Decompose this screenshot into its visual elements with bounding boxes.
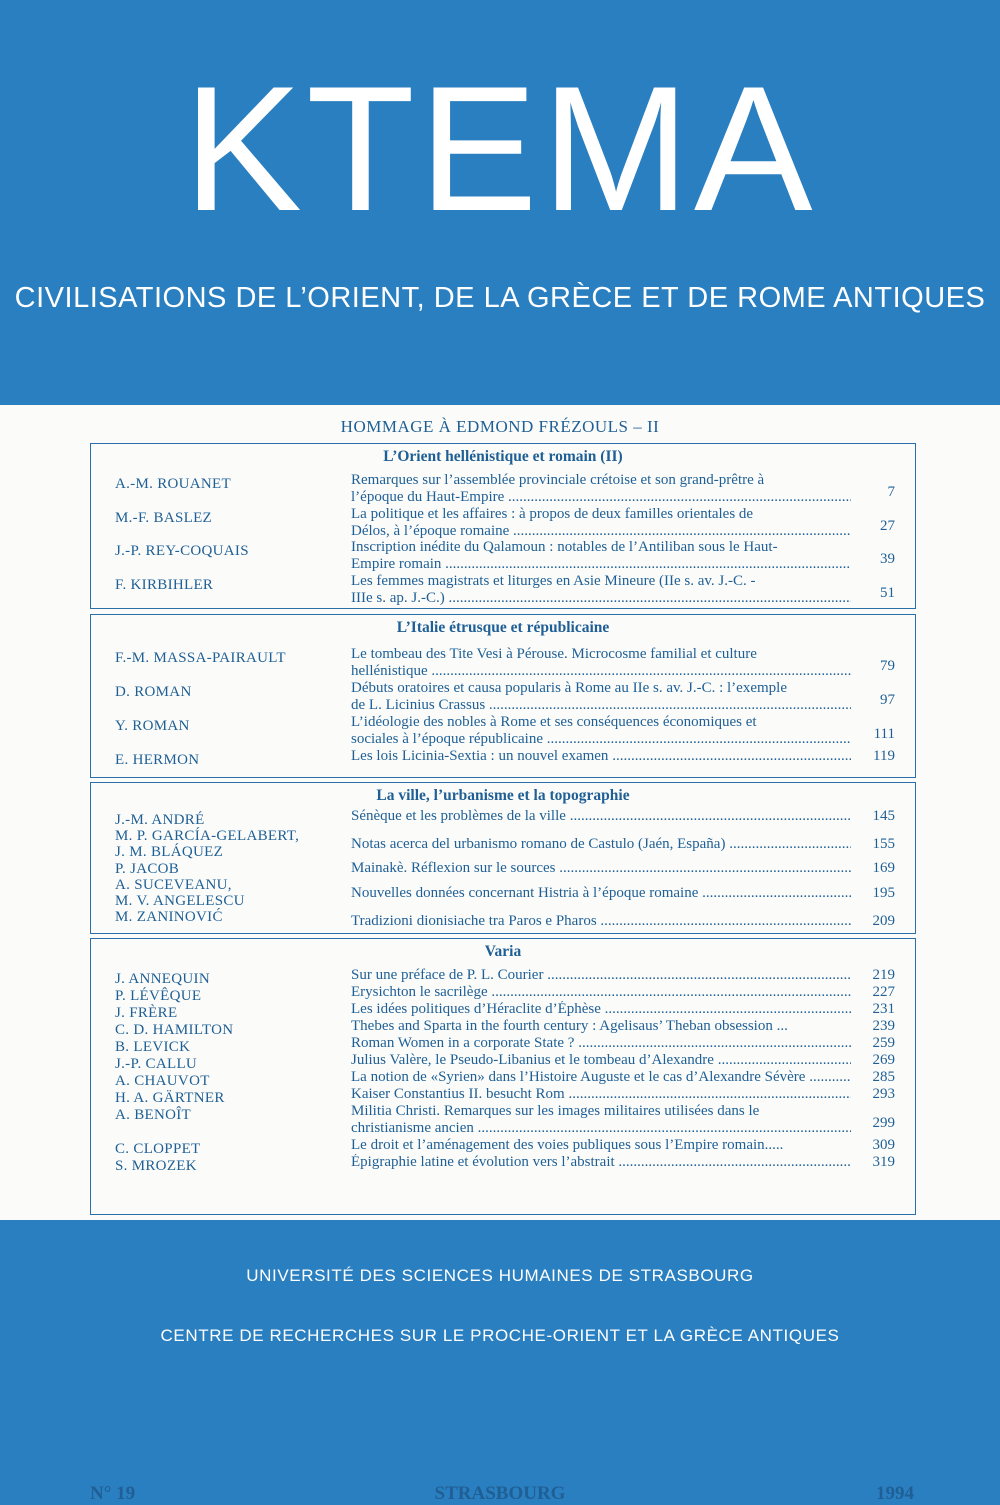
entry-author: J.-P. CALLU	[115, 1056, 198, 1072]
entry-page-number: 79	[880, 658, 895, 674]
entry-article-title	[351, 808, 851, 825]
entry-article-title	[351, 967, 851, 984]
article-title-line: Erysichton le sacrilège .....	[351, 984, 851, 1001]
entry-page-number: 319	[872, 1154, 895, 1170]
research-centre-name: CENTRE DE RECHERCHES SUR LE PROCHE-ORIENT ET LA GRÈCE ANTIQUES	[160, 1326, 840, 1345]
entry-page-number: 111	[873, 726, 895, 742]
article-title-line: Débuts oratoires et causa popularis à Rome au IIe s. av. J.-C. : l’exemple	[351, 680, 787, 696]
entry-author: J.-P. REY-COQUAIS	[115, 543, 249, 559]
entry-page-number: 195	[872, 885, 895, 901]
article-title-line: Les femmes magistrats et liturges en Asie Mineure (IIe s. av. J.-C. -	[351, 573, 756, 589]
entry-page-number: 285	[872, 1069, 895, 1085]
issue-number: N° 19	[90, 1483, 136, 1504]
entry-page-number: 231	[872, 1001, 895, 1017]
entry-article-title	[351, 573, 851, 607]
entry-author: Y. ROMAN	[115, 718, 190, 734]
article-title-line: L’idéologie des nobles à Rome et ses conséquences économiques et	[351, 714, 757, 730]
entry-page-number: 119	[873, 748, 895, 764]
entry-author: A. BENOÎT	[115, 1107, 192, 1123]
entry-page-number: 155	[872, 836, 895, 852]
entry-author: F. KIRBIHLER	[115, 577, 214, 593]
entry-article-title	[351, 748, 851, 765]
article-title-line: La notion de «Syrien» dans l’Histoire Auguste et le cas d’Alexandre Sévère .....	[351, 1069, 851, 1086]
article-title-line: Les lois Licinia-Sextia : un nouvel examen .....	[351, 748, 851, 765]
article-title-line: Inscription inédite du Qalamoun : notables de l’Antiliban sous le Haut-	[351, 539, 778, 555]
entry-author: D. ROMAN	[115, 684, 192, 700]
entry-author: P. JACOB	[115, 861, 180, 877]
section-title: L’Orient hellénistique et romain (II)	[383, 448, 623, 465]
entry-article-title	[351, 1103, 851, 1137]
university-name: UNIVERSITÉ DES SCIENCES HUMAINES DE STRASBOURG	[246, 1266, 754, 1285]
entry-page-number: 39	[880, 551, 895, 567]
article-title-line: Sur une préface de P. L. Courier .....	[351, 967, 851, 984]
entry-page-number: 51	[880, 585, 895, 601]
section-title: Varia	[484, 943, 522, 960]
entry-article-title	[351, 1052, 851, 1069]
entry-article-title	[351, 1035, 851, 1052]
hommage-heading: HOMMAGE À EDMOND FRÉZOULS – II	[340, 417, 660, 436]
article-title-line: Les idées politiques d’Héraclite d’Éphèse .....	[351, 1001, 851, 1018]
article-title-line: IIIe s. ap. J.-C.) .....	[351, 590, 851, 607]
entry-author: F.-M. MASSA-PAIRAULT	[115, 650, 286, 666]
article-title-line: Sénèque et les problèmes de la ville .....	[351, 808, 851, 825]
entry-article-title	[351, 860, 851, 877]
article-title-line: Roman Women in a corporate State ? .....	[351, 1035, 851, 1052]
publication-year: 1994	[876, 1483, 914, 1504]
entry-article-title	[351, 1001, 851, 1018]
article-title-line: Nouvelles données concernant Histria à l’époque romaine .....	[351, 885, 851, 902]
entry-author: H. A. GÄRTNER	[115, 1090, 225, 1106]
entry-article-title	[351, 1018, 851, 1035]
toc-section	[90, 938, 916, 1215]
article-title-line: christianisme ancien .....	[351, 1120, 851, 1137]
article-title-line: Tradizioni dionisiache tra Paros e Pharos .....	[351, 913, 851, 930]
article-title-line: de L. Licinius Crassus .....	[351, 697, 851, 714]
entry-article-title	[351, 472, 851, 506]
entry-page-number: 209	[872, 913, 895, 929]
journal-subtitle: CIVILISATIONS DE L’ORIENT, DE LA GRÈCE ET DE ROME ANTIQUES	[14, 282, 986, 314]
entry-author: C. CLOPPET	[115, 1141, 201, 1157]
entry-author: J. ANNEQUIN	[115, 971, 210, 987]
article-title-line: La politique et les affaires : à propos de deux familles orientales de	[351, 506, 754, 522]
entry-author: B. LEVICK	[115, 1039, 191, 1055]
entry-author: J. M. BLÁQUEZ	[115, 844, 224, 860]
entry-article-title	[351, 539, 851, 573]
entry-author: M. P. GARCÍA-GELABERT,	[115, 828, 300, 844]
entry-page-number: 7	[887, 484, 895, 500]
entry-page-number: 27	[880, 518, 895, 534]
article-title-line: Empire romain .....	[351, 556, 851, 573]
section-title: L’Italie étrusque et républicaine	[396, 619, 610, 636]
entry-article-title	[351, 1069, 851, 1086]
entry-author: J. FRÈRE	[115, 1005, 178, 1021]
entry-page-number: 145	[872, 808, 895, 824]
entry-author: M.-F. BASLEZ	[115, 510, 212, 526]
entry-page-number: 227	[872, 984, 895, 1000]
entry-article-title	[351, 1086, 851, 1103]
entry-article-title	[351, 714, 851, 748]
entry-author: P. LÉVÊQUE	[115, 988, 202, 1004]
article-title-line: Remarques sur l’assemblée provinciale crétoise et son grand-prêtre à	[351, 472, 765, 488]
entry-article-title	[351, 984, 851, 1001]
entry-page-number: 299	[872, 1115, 895, 1131]
entry-page-number: 239	[872, 1018, 895, 1034]
entry-page-number: 219	[872, 967, 895, 983]
entry-page-number: 169	[872, 860, 895, 876]
entry-page-number: 259	[872, 1035, 895, 1051]
entry-author: E. HERMON	[115, 752, 200, 768]
entry-article-title	[351, 836, 851, 853]
entry-page-number: 97	[880, 692, 895, 708]
entry-author: C. D. HAMILTON	[115, 1022, 234, 1038]
article-title-line: Notas acerca del urbanismo romano de Castulo (Jaén, España) .....	[351, 836, 851, 853]
article-title-line: Kaiser Constantius II. besucht Rom .....	[351, 1086, 851, 1103]
article-title-line: Le tombeau des Tite Vesi à Pérouse. Microcosme familial et culture	[351, 646, 757, 662]
entry-author: A.-M. ROUANET	[115, 476, 231, 492]
entry-article-title	[351, 885, 851, 902]
article-title-line: Délos, à l’époque romaine .....	[351, 523, 851, 540]
entry-article-title	[351, 680, 851, 714]
entry-article-title	[351, 1154, 851, 1171]
article-title-line: Thebes and Sparta in the fourth century : Agelisaus’ Theban obsession ...	[351, 1018, 788, 1034]
entry-article-title	[351, 646, 851, 680]
entry-author: S. MROZEK	[115, 1158, 197, 1174]
article-title-line: l’époque du Haut-Empire .....	[351, 489, 851, 506]
entry-article-title	[351, 913, 851, 930]
entry-page-number: 293	[872, 1086, 895, 1102]
article-title-line: sociales à l’époque républicaine .....	[351, 731, 851, 748]
article-title-line: Le droit et l’aménagement des voies publiques sous l’Empire romain.....	[351, 1137, 784, 1153]
article-title-line: Militia Christi. Remarques sur les images militaires utilisées dans le	[351, 1103, 760, 1119]
entry-page-number: 269	[872, 1052, 895, 1068]
section-title: La ville, l’urbanisme et la topographie	[376, 787, 630, 804]
article-title-line: Mainakè. Réflexion sur le sources .....	[351, 860, 851, 877]
entry-author: M. ZANINOVIĆ	[115, 909, 223, 925]
toc-section	[90, 782, 916, 934]
toc-section	[90, 443, 916, 609]
entry-author: M. V. ANGELESCU	[115, 893, 245, 909]
publication-city: STRASBOURG	[434, 1483, 566, 1504]
journal-title: KTEMA	[183, 49, 817, 248]
entry-author: A. CHAUVOT	[115, 1073, 210, 1089]
entry-article-title	[351, 1137, 851, 1154]
toc-section	[90, 614, 916, 778]
entry-author: J.-M. ANDRÉ	[115, 812, 205, 828]
entry-author: A. SUCEVEANU,	[115, 877, 232, 893]
entry-article-title	[351, 506, 851, 540]
article-title-line: Julius Valère, le Pseudo-Libanius et le tombeau d’Alexandre .....	[351, 1052, 851, 1069]
entry-page-number: 309	[872, 1137, 895, 1153]
article-title-line: Épigraphie latine et évolution vers l’abstrait .....	[351, 1154, 851, 1171]
article-title-line: hellénistique .....	[351, 663, 851, 680]
